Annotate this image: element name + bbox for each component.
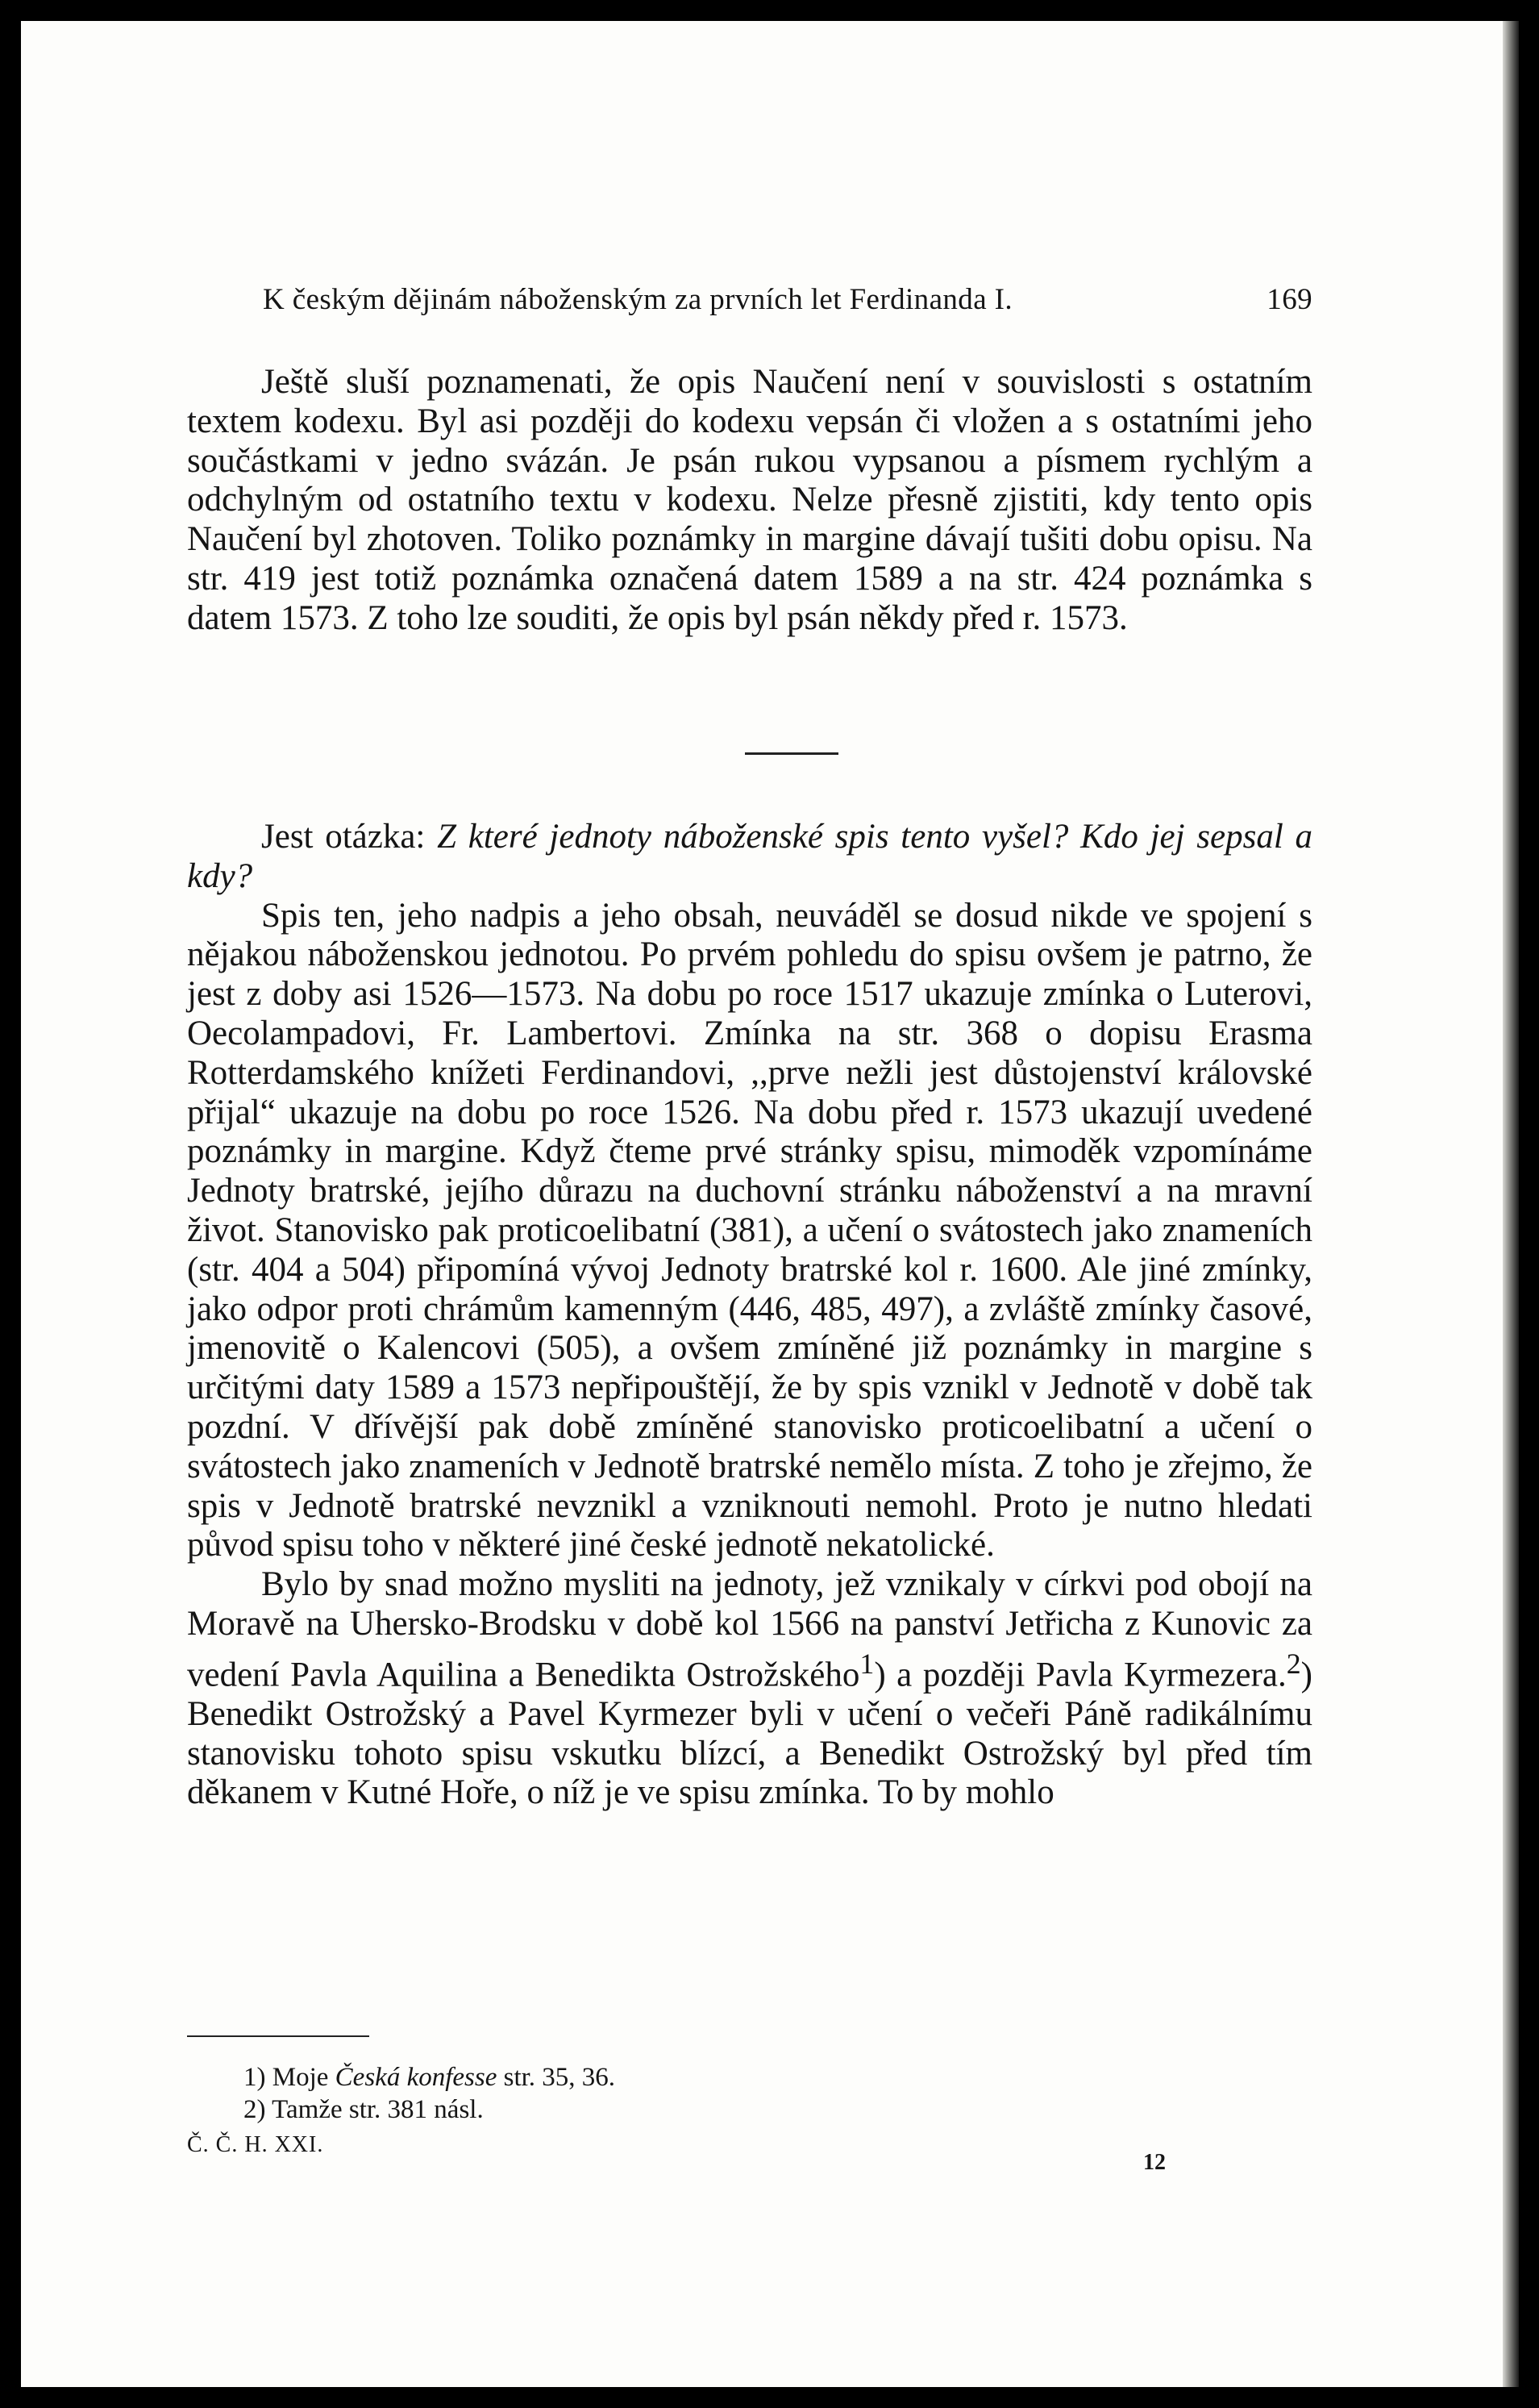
paragraph-3: [187, 1565, 1312, 1813]
section-divider: [745, 752, 838, 755]
question-italic: Z které jednoty náboženské spis tento vyšel? Kdo jej sepsal a kdy?: [187, 818, 1312, 895]
footnote-rule: [187, 2035, 369, 2037]
text-block-1: [187, 363, 1312, 639]
footnote-2-text: Tamže str. 381 násl.: [265, 2095, 484, 2124]
footnotes: [187, 2061, 1312, 2161]
paragraph-3-part-c: ) Benedikt Ostrožský a Pavel Kyrmezer byli v učení o večeři Páně radikálnímu stanovisku tohoto spisu vskutku blízcí, a Benedikt Ostrožský byl před tím děkanem v Kutné Hoře, o níž je ve spisu zmínka. To by mohlo: [187, 1656, 1312, 1812]
footnote-1-mark: 1): [243, 2063, 266, 2092]
footnote-2: [187, 2093, 1312, 2126]
text-block-2: [187, 818, 1312, 1813]
sheet-number: 12: [1143, 2150, 1166, 2175]
footnote-1-title: Česká konfesse: [335, 2063, 497, 2092]
question-paragraph: [187, 818, 1312, 897]
paragraph-3-part-a: Bylo by snad možno mysliti na jednoty, jež vznikaly v církvi pod obojí na Moravě na Uhersko-Brodsku v době kol 1566 na panství Jetřicha z Kunovic za vedení Pavla Aquilina a Benedikta Ostrožského: [187, 1565, 1312, 1694]
signature-mark: Č. Č. H. XXI.: [187, 2132, 324, 2157]
footnote-1: [187, 2061, 1312, 2093]
paragraph-1: Ještě sluší poznamenati, že opis Naučení není v souvislosti s ostatním textem kodexu. Byl asi později do kodexu vepsán či vložen a s ostatními jeho součástkami v jedno svázán. Je psán rukou vypsanou a písmem rychlým a odchylným od ostatního textu v kodexu. Nelze přesně zjistiti, kdy tento opis Naučení byl zhotoven. Toliko poznámky in margine dávají tušiti dobu opisu. Na str. 419 jest totiž poznámka označená datem 1589 a na str. 424 poznámka s datem 1573. Z toho lze souditi, že opis byl psán někdy před r. 1573.: [187, 363, 1312, 637]
page-number: 169: [1267, 283, 1312, 316]
footnote-ref-1: 1: [859, 1647, 875, 1680]
footnote-2-mark: 2): [243, 2095, 266, 2124]
footnote-ref-2: 2: [1286, 1647, 1301, 1680]
page: [21, 21, 1503, 2387]
question-lead: Jest otázka:: [261, 818, 438, 856]
paragraph-3-part-b: ) a později Pavla Kyrmezera.: [874, 1656, 1287, 1694]
running-head-title: K českým dějinám náboženským za prvních let Ferdinanda I.: [263, 283, 1013, 316]
paragraph-2: Spis ten, jeho nadpis a jeho obsah, neuváděl se dosud nikde ve spojení s nějakou náboženskou jednotou. Po prvém pohledu do spisu ovšem je patrno, že jest z doby asi 1526—1573. Na dobu po roce 1517 ukazuje zmínka o Luterovi, Oecolampadovi, Fr. Lambertovi. Zmínka na str. 368 o dopisu Erasma Rotterdamského knížeti Ferdinandovi, ,,prve nežli jest důstojenství královské přijal“ ukazuje na dobu po roce 1526. Na dobu před r. 1573 ukazují uvedené poznámky in margine. Když čteme prvé stránky spisu, mimoděk vzpomínáme Jednoty bratrské, jejího důrazu na duchovní stránku náboženství a na mravní život. Stanovisko pak proticoelibatní (381), a učení o svátostech jako znameních (str. 404 a 504) připomíná vývoj Jednoty bratrské kol r. 1600. Ale jiné zmínky, jako odpor proti chrámům kamenným (446, 485, 497), a zvláště zmínky časové, jmenovitě o Kalencovi (505), a ovšem zmíněné již poznámky in margine s určitými daty 1589 a 1573 nepřipouštějí, že by spis vznikl v Jednotě v době tak pozdní. V dřívější pak době zmíněné stanovisko proticoelibatní a učení o svátostech jako znameních v Jednotě bratrské nemělo místa. Z toho je zřejmo, že spis v Jednotě bratrské nevznikl a vzniknouti nemohl. Proto je nutno hledati původ spisu toho v některé jiné české jednotě nekatolické.: [187, 896, 1312, 1564]
footnote-1-post: str. 35, 36.: [497, 2063, 616, 2092]
footnote-1-pre: Moje: [265, 2063, 335, 2092]
page-edge: [1503, 21, 1519, 2387]
running-head: [263, 282, 1312, 317]
